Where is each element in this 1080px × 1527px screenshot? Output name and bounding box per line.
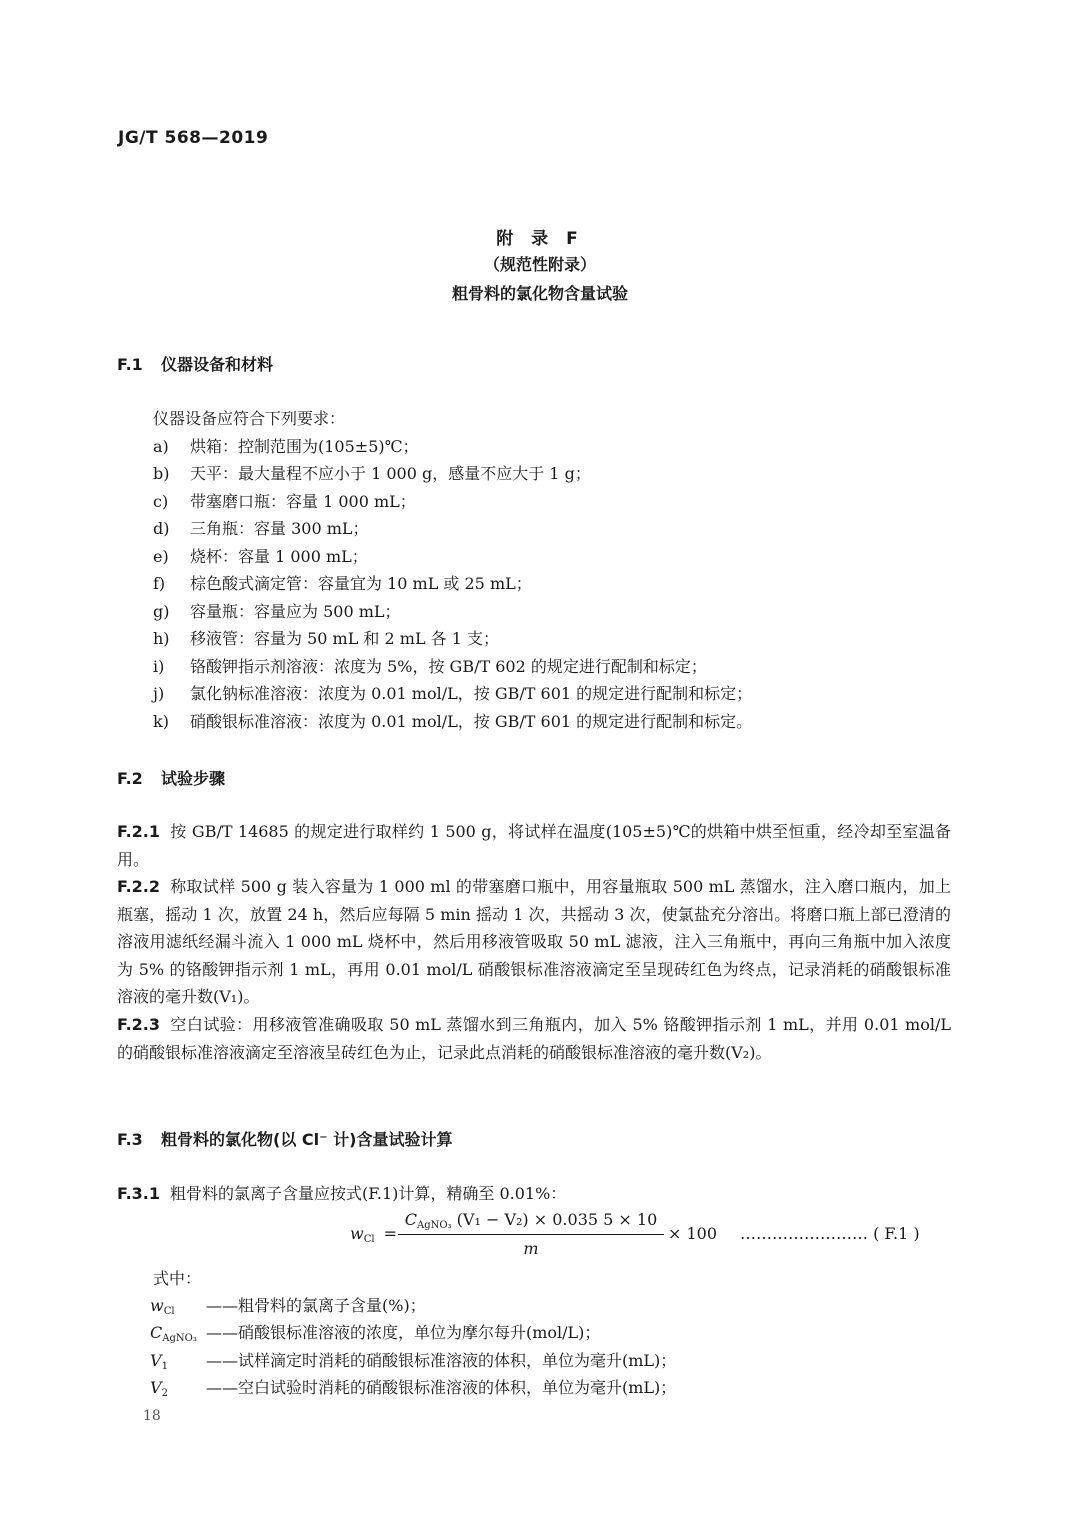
f1-intro: 仪器设备应符合下列要求： — [153, 409, 346, 428]
section-number: F.3 — [117, 1130, 143, 1149]
list-item — [153, 544, 368, 567]
variable-definition: $V_2$ ——空白试验时消耗的硝酸银标准溶液的体积，单位为毫升(mL)； — [150, 1378, 677, 1399]
list-item-label: a) — [153, 437, 169, 456]
section-heading-f3 — [117, 1127, 452, 1150]
appendix-title: 附 录 F — [496, 229, 584, 249]
list-item-text: 烧杯：容量 1 000 mL； — [190, 547, 368, 566]
formula-numerator: $C_{AgNO_3}$ (V₁ − V₂) × 0.035 5 × 10 — [404, 1210, 658, 1231]
list-item — [153, 489, 416, 512]
list-item — [153, 516, 369, 539]
paragraph-f2-2 — [117, 873, 951, 1011]
paragraph-number: F.2.1 — [117, 822, 160, 841]
list-item-text: 移液管：容量为 50 mL 和 2 mL 各 1 支； — [190, 629, 500, 648]
paragraph-f2-1 — [117, 818, 951, 873]
list-item-text: 铬酸钾指示剂溶液：浓度为 5%，按 GB/T 602 的规定进行配制和标定； — [190, 657, 707, 676]
paragraph-text: 称取试样 500 g 装入容量为 1 000 ml 的带塞磨口瓶中，用容量瓶取 500 mL 蒸馏水，注入磨口瓶内，加上瓶塞，摇动 1 次，放置 24 h，然后应每隔 5 min 摇动 1 次，共摇动 3 次，使氯盐充分溶出。将磨口瓶上部已澄清的溶液用滤纸经漏斗流入 1 000 mL 烧杯中，然后用移液管吸取 50 mL 滤液，注入三角瓶中，再向三角瓶中加入浓度为 5% 的铬酸钾指示剂 1 mL，再用 0.01 mol/L 硝酸银标准溶液滴定至呈现砖红色为终点，记录消耗的硝酸银标准溶液的毫升数(V₁)。 — [117, 877, 951, 1006]
page-number: 18 — [143, 1408, 161, 1424]
section-title: 粗骨料的氯化物(以 Cl⁻ 计)含量试验计算 — [161, 1130, 453, 1149]
standard-number: JG/T 568—2019 — [118, 128, 269, 148]
appendix-name: 粗骨料的氯化物含量试验 — [451, 284, 628, 303]
list-item-text: 氯化钠标准溶液：浓度为 0.01 mol/L，按 GB/T 601 的规定进行配制和标定； — [190, 684, 753, 703]
paragraph-text: 空白试验：用移液管准确吸取 50 mL 蒸馏水到三角瓶内，加入 5% 铬酸钾指示剂 1 mL，并用 0.01 mol/L 的硝酸银标准溶液滴定至溶液呈砖红色为止，记录此点消耗的硝酸银标准溶液的毫升数(V₂)。 — [117, 1015, 951, 1062]
list-item — [153, 626, 499, 649]
formula-lhs: $w_{Cl}$ = — [350, 1224, 398, 1245]
formula-multiplier: × 100 — [668, 1224, 718, 1243]
where-label: 式中： — [153, 1269, 202, 1288]
variable-definition: $w_{Cl}$ ——粗骨料的氯离子含量(%)； — [150, 1296, 426, 1317]
list-item-label: b) — [153, 464, 170, 483]
list-item-label: k) — [153, 712, 169, 731]
paragraph-text: 按 GB/T 14685 的规定进行取样约 1 500 g，将试样在温度(105±5)℃的烘箱中烘至恒重，经冷却至室温备用。 — [117, 822, 951, 869]
list-item — [153, 709, 752, 732]
paragraph-text: 粗骨料的氯离子含量应按式(F.1)计算，精确至 0.01%： — [170, 1184, 567, 1203]
section-title: 仪器设备和材料 — [161, 355, 274, 374]
list-item-label: i) — [153, 657, 165, 676]
list-item-text: 棕色酸式滴定管：容量宜为 10 mL 或 25 mL； — [190, 574, 532, 593]
paragraph-f2-3 — [117, 1011, 951, 1066]
list-item-label: c) — [153, 492, 169, 511]
section-number: F.1 — [117, 355, 143, 374]
list-item-label: h) — [153, 629, 170, 648]
formula-denominator: m — [523, 1239, 539, 1258]
list-item — [153, 681, 752, 704]
list-item-label: e) — [153, 547, 169, 566]
fraction-bar — [398, 1234, 664, 1235]
list-item-label: f) — [153, 574, 166, 593]
list-item — [153, 599, 401, 622]
paragraph-number: F.2.3 — [117, 1015, 160, 1034]
section-heading-f2 — [117, 766, 225, 789]
section-number: F.2 — [117, 769, 143, 788]
list-item — [153, 571, 532, 594]
list-item-text: 三角瓶：容量 300 mL； — [190, 519, 369, 538]
list-item-text: 烘箱：控制范围为(105±5)℃； — [190, 437, 419, 456]
list-item-label: j) — [153, 684, 165, 703]
variable-definition: $C_{AgNO_3}$ ——硝酸银标准溶液的浓度，单位为摩尔每升(mol/L)； — [150, 1323, 601, 1344]
paragraph-f3-1 — [117, 1180, 951, 1208]
paragraph-number: F.2.2 — [117, 877, 160, 896]
section-heading-f1 — [117, 352, 273, 375]
paragraph-number: F.3.1 — [117, 1184, 160, 1203]
list-item — [153, 434, 419, 457]
list-item — [153, 461, 591, 484]
list-item-text: 天平：最大量程不应小于 1 000 g，感量不应大于 1 g； — [190, 464, 591, 483]
appendix-type: （规范性附录） — [483, 255, 596, 274]
formula-reference: …………………… ( F.1 ) — [740, 1224, 920, 1243]
variable-definition: $V_1$ ——试样滴定时消耗的硝酸银标准溶液的体积，单位为毫升(mL)； — [150, 1351, 677, 1372]
list-item — [153, 654, 707, 677]
list-item-label: d) — [153, 519, 170, 538]
list-item-text: 带塞磨口瓶：容量 1 000 mL； — [190, 492, 416, 511]
list-item-text: 容量瓶：容量应为 500 mL； — [190, 602, 401, 621]
list-item-text: 硝酸银标准溶液：浓度为 0.01 mol/L，按 GB/T 601 的规定进行配制和标定。 — [190, 712, 753, 731]
list-item-label: g) — [153, 602, 170, 621]
section-title: 试验步骤 — [161, 769, 226, 788]
